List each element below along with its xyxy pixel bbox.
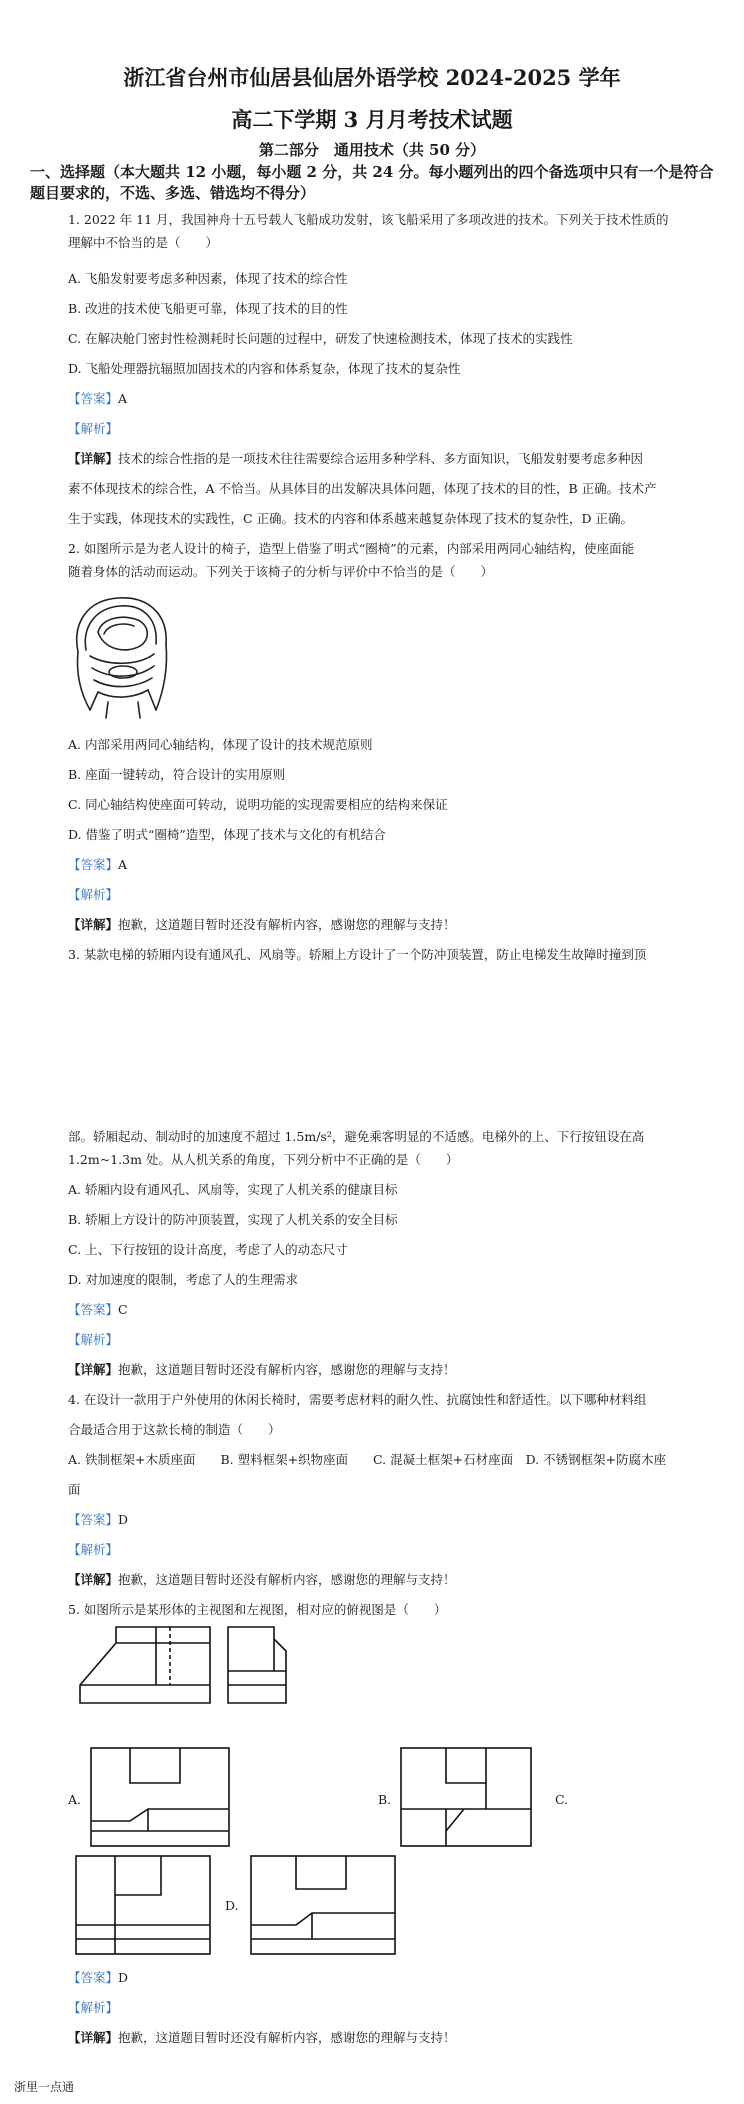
- q3-stem-line1: 3. 某款电梯的轿厢内设有通风孔、风扇等。轿厢上方设计了一个防冲顶装置，防止电梯发生故障时撞到顶: [68, 947, 647, 962]
- q5-option-a-label: A.: [68, 1792, 82, 1807]
- q3-option-b: B. 轿厢上方设计的防冲顶装置，实现了人机关系的安全目标: [68, 1212, 398, 1227]
- q4-stem-line1: 4. 在设计一款用于户外使用的休闲长椅时，需要考虑材料的耐久性、抗腐蚀性和舒适性。以下哪种材料组: [68, 1392, 647, 1407]
- q2-option-b: B. 座面一键转动，符合设计的实用原则: [68, 767, 286, 782]
- q5-detail: 【详解】抱歉，这道题目暂时还没有解析内容，感谢您的理解与支持！: [68, 2030, 456, 2045]
- q2-option-d: D. 借鉴了明式“圈椅”造型，体现了技术与文化的有机结合: [68, 827, 386, 842]
- q1-answer: 【答案】A: [68, 391, 128, 406]
- q1-stem-line2: 理解中不恰当的是（ ）: [68, 235, 219, 250]
- q1-option-b: B. 改进的技术使飞船更可靠，体现了技术的目的性: [68, 301, 348, 316]
- exam-title-line1: 浙江省台州市仙居县仙居外语学校 2024-2025 学年: [123, 65, 621, 90]
- q5-option-d-label: D.: [225, 1898, 239, 1913]
- q1-detail-line1: 【详解】技术的综合性指的是一项技术往往需要综合运用多种学科、多方面知识，飞船发射要考虑多种因: [68, 451, 644, 466]
- q4-analysis-label: 【解析】: [68, 1542, 119, 1557]
- q5-option-a-figure: [90, 1747, 230, 1847]
- q2-option-c: C. 同心轴结构使座面可转动，说明功能的实现需要相应的结构来保证: [68, 797, 448, 812]
- exam-title-line2: 高二下学期 3 月月考技术试题: [231, 107, 513, 132]
- q3-stem-line3: 1.2m~1.3m 处。从人机关系的角度，下列分析中不正确的是（ ）: [68, 1152, 459, 1167]
- q4-stem-line2: 合最适合用于这款长椅的制造（ ）: [68, 1422, 281, 1437]
- q1-option-d: D. 飞船处理器抗辐照加固技术的内容和体系复杂，体现了技术的复杂性: [68, 361, 461, 376]
- q4-options: A. 铁制框架+木质座面 B. 塑料框架+织物座面 C. 混凝土框架+石材座面 D. 不锈钢框架+防腐木座: [68, 1452, 667, 1467]
- q1-option-c: C. 在解决舱门密封性检测耗时长问题的过程中，研发了快速检测技术，体现了技术的实践性: [68, 331, 573, 346]
- q1-stem-line1: 1. 2022 年 11 月，我国神舟十五号载人飞船成功发射，该飞船采用了多项改进的技术。下列关于技术性质的: [68, 212, 669, 227]
- q3-stem-line2: 部。轿厢起动、制动时的加速度不超过 1.5m/s²，避免乘客明显的不适感。电梯外的上、下行按钮设在高: [68, 1129, 645, 1144]
- q2-detail: 【详解】抱歉，这道题目暂时还没有解析内容，感谢您的理解与支持！: [68, 917, 456, 932]
- section-heading: 一、选择题（本大题共 12 小题，每小题 2 分，共 24 分。每小题列出的四个备选项中只有一个是符合题目要求的，不选、多选、错选均不得分）: [30, 163, 714, 202]
- q5-stem: 5. 如图所示是某形体的主视图和左视图，相对应的俯视图是（ ）: [68, 1602, 447, 1617]
- q3-option-a: A. 轿厢内设有通风孔、风扇等，实现了人机关系的健康目标: [68, 1182, 398, 1197]
- q3-answer: 【答案】C: [68, 1302, 128, 1317]
- q1-analysis-label: 【解析】: [68, 421, 119, 436]
- q2-analysis-label: 【解析】: [68, 887, 119, 902]
- q5-option-b-label: B.: [378, 1792, 392, 1807]
- q2-answer: 【答案】A: [68, 857, 128, 872]
- q5-option-d-figure: [250, 1855, 396, 1955]
- q3-detail: 【详解】抱歉，这道题目暂时还没有解析内容，感谢您的理解与支持！: [68, 1362, 456, 1377]
- q5-answer: 【答案】D: [68, 1970, 129, 1985]
- q2-stem-line2: 随着身体的活动而运动。下列关于该椅子的分析与评价中不恰当的是（ ）: [68, 564, 494, 579]
- q5-option-c-label: C.: [555, 1792, 569, 1807]
- q1-detail-line2: 素不体现技术的综合性，A 不恰当。从具体目的出发解决具体问题，体现了技术的目的性，B 正确。技术产: [68, 481, 657, 496]
- q4-options-wrap: 面: [68, 1482, 81, 1497]
- q4-answer: 【答案】D: [68, 1512, 129, 1527]
- q1-detail-line3: 生于实践，体现技术的实践性，C 正确。技术的内容和体系越来越复杂体现了技术的复杂性，D 正确。: [68, 511, 634, 526]
- q5-main-and-left-views: [78, 1625, 308, 1705]
- q2-option-a: A. 内部采用两同心轴结构，体现了设计的技术规范原则: [68, 737, 373, 752]
- q3-option-c: C. 上、下行按钮的设计高度，考虑了人的动态尺寸: [68, 1242, 348, 1257]
- elderly-chair-figure: [68, 592, 178, 722]
- part-heading: 第二部分 通用技术（共 50 分）: [258, 141, 486, 159]
- q2-stem-line1: 2. 如图所示是为老人设计的椅子，造型上借鉴了明式“圈椅”的元素，内部采用两同心轴结构，使座面能: [68, 541, 635, 556]
- q5-option-b-figure: [400, 1747, 532, 1847]
- q5-analysis-label: 【解析】: [68, 2000, 119, 2015]
- q3-option-d: D. 对加速度的限制，考虑了人的生理需求: [68, 1272, 299, 1287]
- q4-detail: 【详解】抱歉，这道题目暂时还没有解析内容，感谢您的理解与支持！: [68, 1572, 456, 1587]
- footer-brand: 浙里一点通: [14, 2080, 75, 2094]
- q5-option-c-figure: [75, 1855, 211, 1955]
- q3-analysis-label: 【解析】: [68, 1332, 119, 1347]
- q1-option-a: A. 飞船发射要考虑多种因素，体现了技术的综合性: [68, 271, 348, 286]
